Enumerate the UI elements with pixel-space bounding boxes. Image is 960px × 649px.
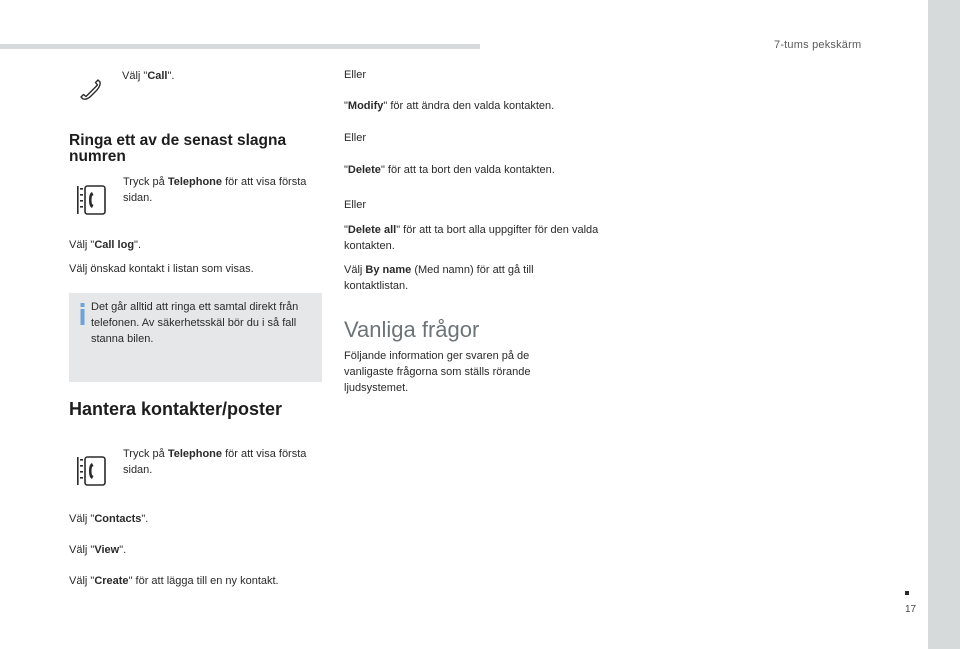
- tap-telephone-text-1: Tryck på Telephone för att visa första sidan.: [123, 176, 307, 204]
- info-icon: [76, 303, 90, 325]
- by-name-text: Välj By name (Med namn) för att gå till kontaktlistan.: [344, 264, 534, 292]
- phone-handset-icon: [78, 76, 104, 102]
- or-text-1: Eller: [344, 69, 367, 81]
- select-contacts-text: Välj "Contacts".: [69, 513, 149, 525]
- select-call-text: Välj "Call".: [122, 70, 175, 82]
- section-heading-recent: Ringa ett av de senast slagna numren: [69, 132, 287, 165]
- select-view-text: Välj "View".: [69, 544, 127, 556]
- or-text-3: Eller: [344, 199, 367, 211]
- page-number: 17: [905, 604, 917, 615]
- delete-text: "Delete" för att ta bort den valda kontakten.: [344, 164, 555, 176]
- faq-heading: Vanliga frågor: [344, 317, 480, 342]
- modify-text: "Modify" för att ändra den valda kontakten.: [344, 100, 555, 112]
- delete-all-text: "Delete all" för att ta bort alla uppgifter för den valda kontakten.: [344, 224, 599, 252]
- header-rule: [0, 44, 480, 49]
- telephone-screen-icon: [74, 454, 108, 488]
- section-heading-contacts: Hantera kontakter/poster: [69, 399, 283, 419]
- select-create-text: Välj "Create" för att lägga till en ny kontakt.: [69, 575, 279, 587]
- tap-telephone-text-2: Tryck på Telephone för att visa första sidan.: [123, 448, 307, 476]
- page-sidebar-strip: [928, 0, 960, 649]
- select-call-log-text: Välj "Call log".: [69, 239, 142, 251]
- safety-note-text: Det går alltid att ringa ett samtal direkt från telefonen. Av säkerhetsskäl bör du i så fall stanna bilen.: [91, 301, 299, 345]
- or-text-2: Eller: [344, 132, 367, 144]
- chapter-title: 7-tums pekskärm: [774, 39, 862, 51]
- faq-intro-text: Följande information ger svaren på de vanligaste frågorna som ställs rörande ljudsystemet.: [344, 350, 531, 394]
- telephone-screen-icon: [74, 183, 108, 217]
- page-marker: [905, 591, 909, 595]
- safety-note-box: [69, 293, 322, 382]
- select-contact-text: Välj önskad kontakt i listan som visas.: [69, 263, 254, 275]
